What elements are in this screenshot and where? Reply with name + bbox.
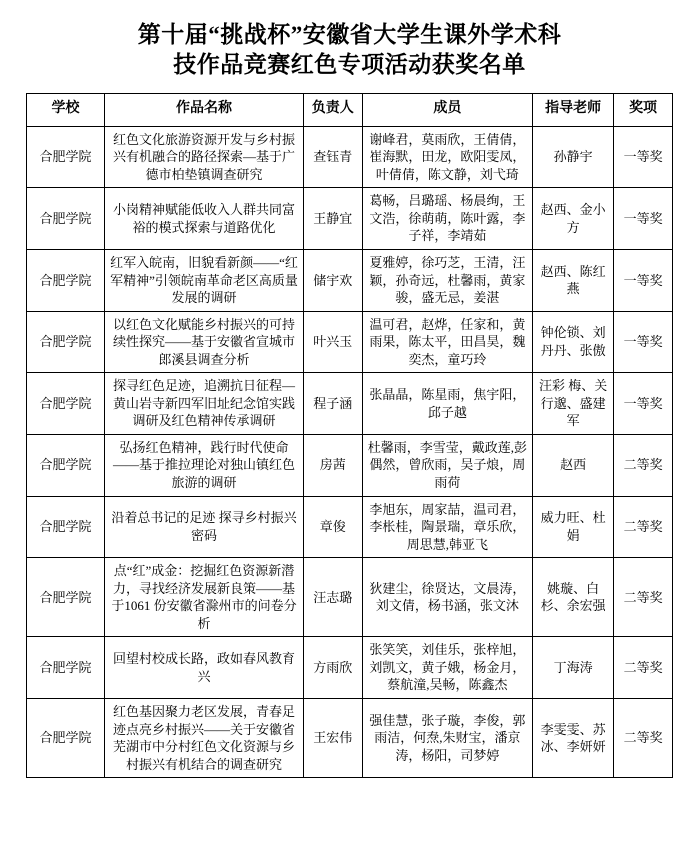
cell-members: 强佳慧，张子璇，李俊，郭雨洁，何焘,朱财宝，潘京涛，杨阳，司梦婷 (362, 699, 532, 778)
cell-prize: 一等奖 (614, 373, 673, 435)
cell-leader: 王宏伟 (303, 699, 362, 778)
cell-prize: 二等奖 (614, 496, 673, 558)
cell-teacher: 赵西、陈红燕 (533, 250, 614, 312)
cell-project: 沿着总书记的足迹 探寻乡村振兴密码 (105, 496, 304, 558)
cell-leader: 程子涵 (303, 373, 362, 435)
cell-leader: 王静宜 (303, 188, 362, 250)
cell-project: 红军入皖南，旧貌看新颜——“红军精神”引领皖南革命老区高质量发展的调研 (105, 250, 304, 312)
cell-school: 合肥学院 (27, 434, 105, 496)
cell-leader: 汪志璐 (303, 558, 362, 637)
cell-school: 合肥学院 (27, 126, 105, 188)
cell-leader: 方雨欣 (303, 637, 362, 699)
column-header-prize: 奖项 (614, 93, 673, 126)
cell-members: 谢峰君，莫雨欣，王倩倩，崔海默，田龙，欧阳雯凤，叶倩倩，陈文静，刘弋琦 (362, 126, 532, 188)
cell-leader: 储宇欢 (303, 250, 362, 312)
cell-prize: 一等奖 (614, 311, 673, 373)
cell-members: 狄建尘，徐贤达，文晨涛，刘文倩，杨书涵，张文沐 (362, 558, 532, 637)
cell-school: 合肥学院 (27, 250, 105, 312)
cell-prize: 二等奖 (614, 637, 673, 699)
cell-project: 弘扬红色精神，践行时代使命——基于推拉理论对独山镇红色旅游的调研 (105, 434, 304, 496)
cell-teacher: 汪彩 梅、关行邈、盛建军 (533, 373, 614, 435)
cell-teacher: 钟伦锁、刘丹丹、张傲 (533, 311, 614, 373)
cell-leader: 房茜 (303, 434, 362, 496)
cell-prize: 一等奖 (614, 188, 673, 250)
cell-school: 合肥学院 (27, 637, 105, 699)
cell-prize: 二等奖 (614, 699, 673, 778)
table-row (27, 699, 673, 778)
award-list-table (26, 93, 673, 779)
cell-members: 葛畅，吕璐瑶、杨晨绚，王文浩，徐萌萌，陈叶露，李子祥，李靖茹 (362, 188, 532, 250)
table-header-row (27, 93, 673, 126)
cell-project: 点“红”成金：挖掘红色资源新潜力，寻找经济发展新良策——基于1061 份安徽省滁州市的问卷分析 (105, 558, 304, 637)
table-row (27, 637, 673, 699)
table-row (27, 188, 673, 250)
column-header-leader: 负责人 (303, 93, 362, 126)
cell-project: 回望村校成长路，政如春风教育兴 (105, 637, 304, 699)
cell-prize: 二等奖 (614, 434, 673, 496)
cell-school: 合肥学院 (27, 558, 105, 637)
cell-school: 合肥学院 (27, 699, 105, 778)
column-header-project: 作品名称 (105, 93, 304, 126)
column-header-teacher: 指导老师 (533, 93, 614, 126)
page-title-line-1: 第十届“挑战杯”安徽省大学生课外学术科 (137, 22, 562, 47)
table-row (27, 250, 673, 312)
cell-teacher: 威力旺、杜娟 (533, 496, 614, 558)
page-title (26, 20, 673, 81)
cell-project: 探寻红色足迹，追溯抗日征程—黄山岩寺新四军旧址纪念馆实践调研及红色精神传承调研 (105, 373, 304, 435)
cell-teacher: 孙静宇 (533, 126, 614, 188)
cell-project: 以红色文化赋能乡村振兴的可持续性探究——基于安徽省宣城市郎溪县调查分析 (105, 311, 304, 373)
cell-members: 夏雅婷，徐巧芝，王清，汪颖，孙奇远，杜馨雨，黄家骏，盛无忌，姜湛 (362, 250, 532, 312)
cell-teacher: 赵西、金小方 (533, 188, 614, 250)
cell-members: 杜馨雨，李雪莹，戴政莲,彭偶然，曾欣雨，吴子烺，周雨荷 (362, 434, 532, 496)
cell-project: 红色基因聚力老区发展，青春足迹点亮乡村振兴——关于安徽省芜湖市中分村红色文化资源与乡村振兴有机结合的调查研究 (105, 699, 304, 778)
cell-prize: 一等奖 (614, 250, 673, 312)
table-row (27, 373, 673, 435)
table-row (27, 126, 673, 188)
cell-leader: 查钰青 (303, 126, 362, 188)
cell-school: 合肥学院 (27, 188, 105, 250)
column-header-school: 学校 (27, 93, 105, 126)
cell-members: 张晶晶，陈星雨，焦宇阳，邱子越 (362, 373, 532, 435)
table-row (27, 434, 673, 496)
cell-prize: 一等奖 (614, 126, 673, 188)
table-row (27, 496, 673, 558)
cell-teacher: 李雯雯、苏冰、李妍妍 (533, 699, 614, 778)
cell-school: 合肥学院 (27, 496, 105, 558)
cell-teacher: 赵西 (533, 434, 614, 496)
page-title-line-2: 技作品竞赛红色专项活动获奖名单 (173, 52, 526, 78)
cell-leader: 章俊 (303, 496, 362, 558)
cell-project: 红色文化旅游资源开发与乡村振兴有机融合的路径探索—基于广德市柏垫镇调查研究 (105, 126, 304, 188)
cell-school: 合肥学院 (27, 373, 105, 435)
cell-members: 张笑笑，刘佳乐，张梓旭，刘凯文，黄子娥，杨金月，蔡航潼,吴畅，陈鑫杰 (362, 637, 532, 699)
cell-school: 合肥学院 (27, 311, 105, 373)
table-body (27, 126, 673, 778)
cell-project: 小岗精神赋能低收入人群共同富裕的模式探索与道路优化 (105, 188, 304, 250)
cell-members: 李旭东，周家喆，温司君，李枨桂，陶景瑞，章乐欣，周思慧,韩亚飞 (362, 496, 532, 558)
column-header-members: 成员 (362, 93, 532, 126)
table-row (27, 311, 673, 373)
cell-members: 温可君，赵烨，任家和，黄雨果，陈太平，田昌昊，魏奕杰，童巧玲 (362, 311, 532, 373)
cell-teacher: 姚璇、白杉、余宏强 (533, 558, 614, 637)
cell-leader: 叶兴玉 (303, 311, 362, 373)
table-row (27, 558, 673, 637)
cell-prize: 二等奖 (614, 558, 673, 637)
cell-teacher: 丁海涛 (533, 637, 614, 699)
